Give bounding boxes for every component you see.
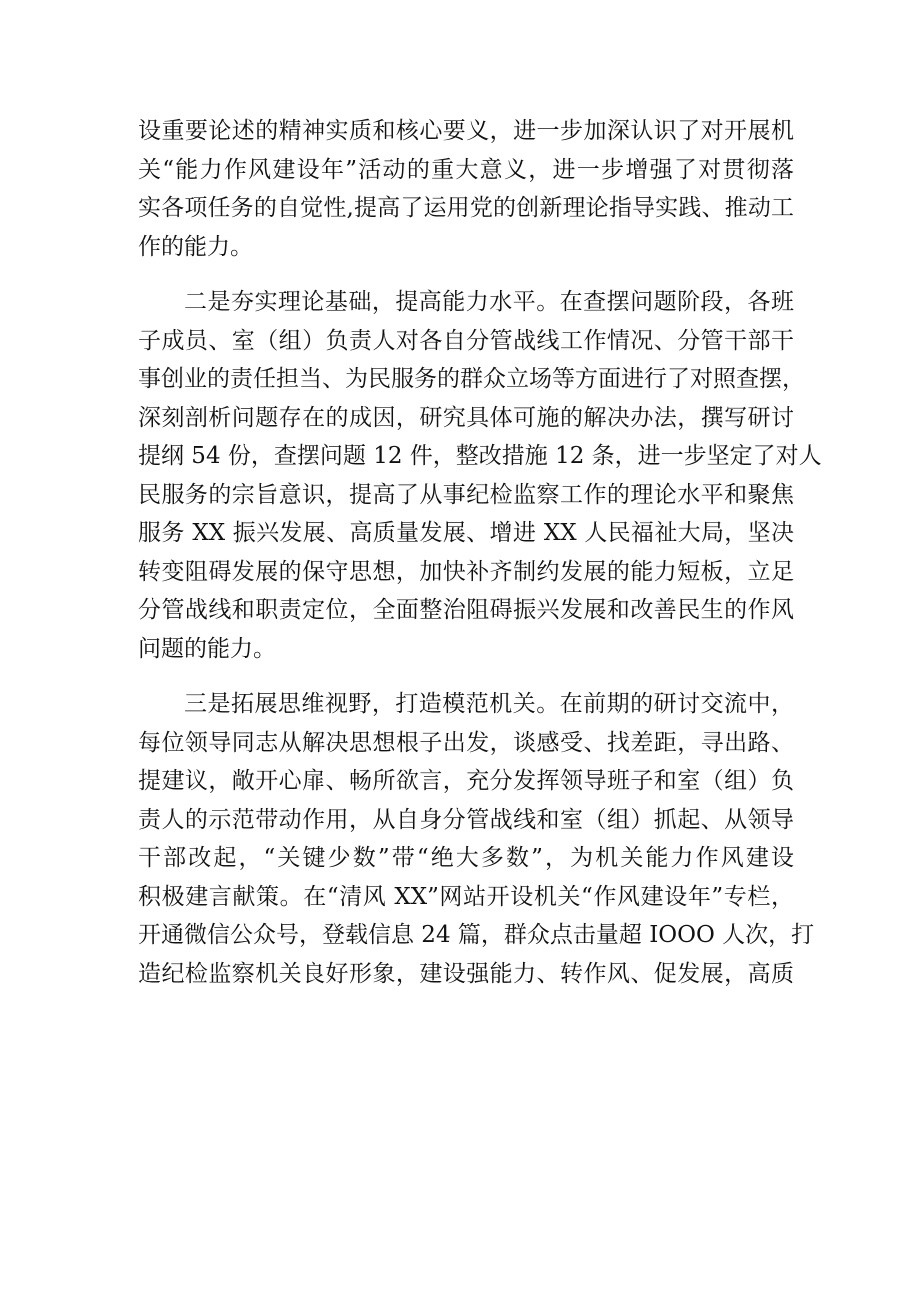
text-line: 提纲 54 份，查摆问题 12 件，整改措施 12 条，进一步坚定了对人 <box>138 443 822 469</box>
text-line: 服务 XX 振兴发展、高质量发展、增进 XX 人民福祉大局，坚决 <box>138 520 794 546</box>
text-line: 关“能力作风建设年”活动的重大意义，进一步增强了对贯彻落 <box>138 156 794 183</box>
document-body <box>138 112 822 993</box>
paragraph-theory-foundation <box>138 283 822 668</box>
paragraph-spacer <box>138 668 794 685</box>
text-line: 分管战线和职责定位，全面整治阻碍振兴发展和改善民生的作风 <box>138 597 794 623</box>
text-line: 问题的能力。 <box>138 635 276 662</box>
paragraph-spacer <box>138 266 794 283</box>
text-line: 每位领导同志从解决思想根子出发，谈感受、找差距，寻出路、 <box>138 729 794 756</box>
text-line: 设重要论述的精神实质和核心要义，进一步加深认识了对开展机 <box>138 118 794 144</box>
text-line: 转变阻碍发展的保守思想，加快补齐制约发展的能力短板，立足 <box>138 558 794 585</box>
text-line: 事创业的责任担当、为民服务的群众立场等方面进行了对照查摆， <box>138 366 805 392</box>
text-line: 提建议，敞开心扉、畅所欲言，充分发挥领导班子和室（组）负 <box>138 768 794 794</box>
paragraph-continuation <box>138 112 794 266</box>
text-line: 二是夯实理论基础，提高能力水平。在查摆问题阶段，各班 <box>184 289 794 315</box>
text-line: 造纪检监察机关良好形象，建设强能力、转作风、促发展，高质 <box>138 960 794 987</box>
text-line: 民服务的宗旨意识，提高了从事纪检监察工作的理论水平和聚焦 <box>138 481 794 508</box>
text-line: 开通微信公众号，登载信息 24 篇，群众点击量超 IOOO 人次，打 <box>138 922 815 948</box>
text-line: 实各项任务的自觉性,提高了运用党的创新理论指导实践、推动工 <box>138 195 794 221</box>
text-line: 作的能力。 <box>138 233 253 260</box>
text-line: 深刻剖析问题存在的成因，研究具体可施的解决办法，撰写研讨 <box>138 404 794 431</box>
text-line: 三是拓展思维视野，打造模范机关。在前期的研讨交流中， <box>184 691 794 717</box>
text-line: 责人的示范带动作用，从自身分管战线和室（组）抓起、从领导 <box>138 806 794 833</box>
text-line: 子成员、室（组）负责人对各自分管战线工作情况、分管干部干 <box>138 327 794 354</box>
text-line: 干部改起，“关键少数”带“绝大多数”，为机关能力作风建设 <box>138 845 794 871</box>
paragraph-model-organ <box>138 685 815 993</box>
text-line: 积极建言献策。在“清风 XX”网站开设机关“作风建设年”专栏， <box>138 883 794 910</box>
